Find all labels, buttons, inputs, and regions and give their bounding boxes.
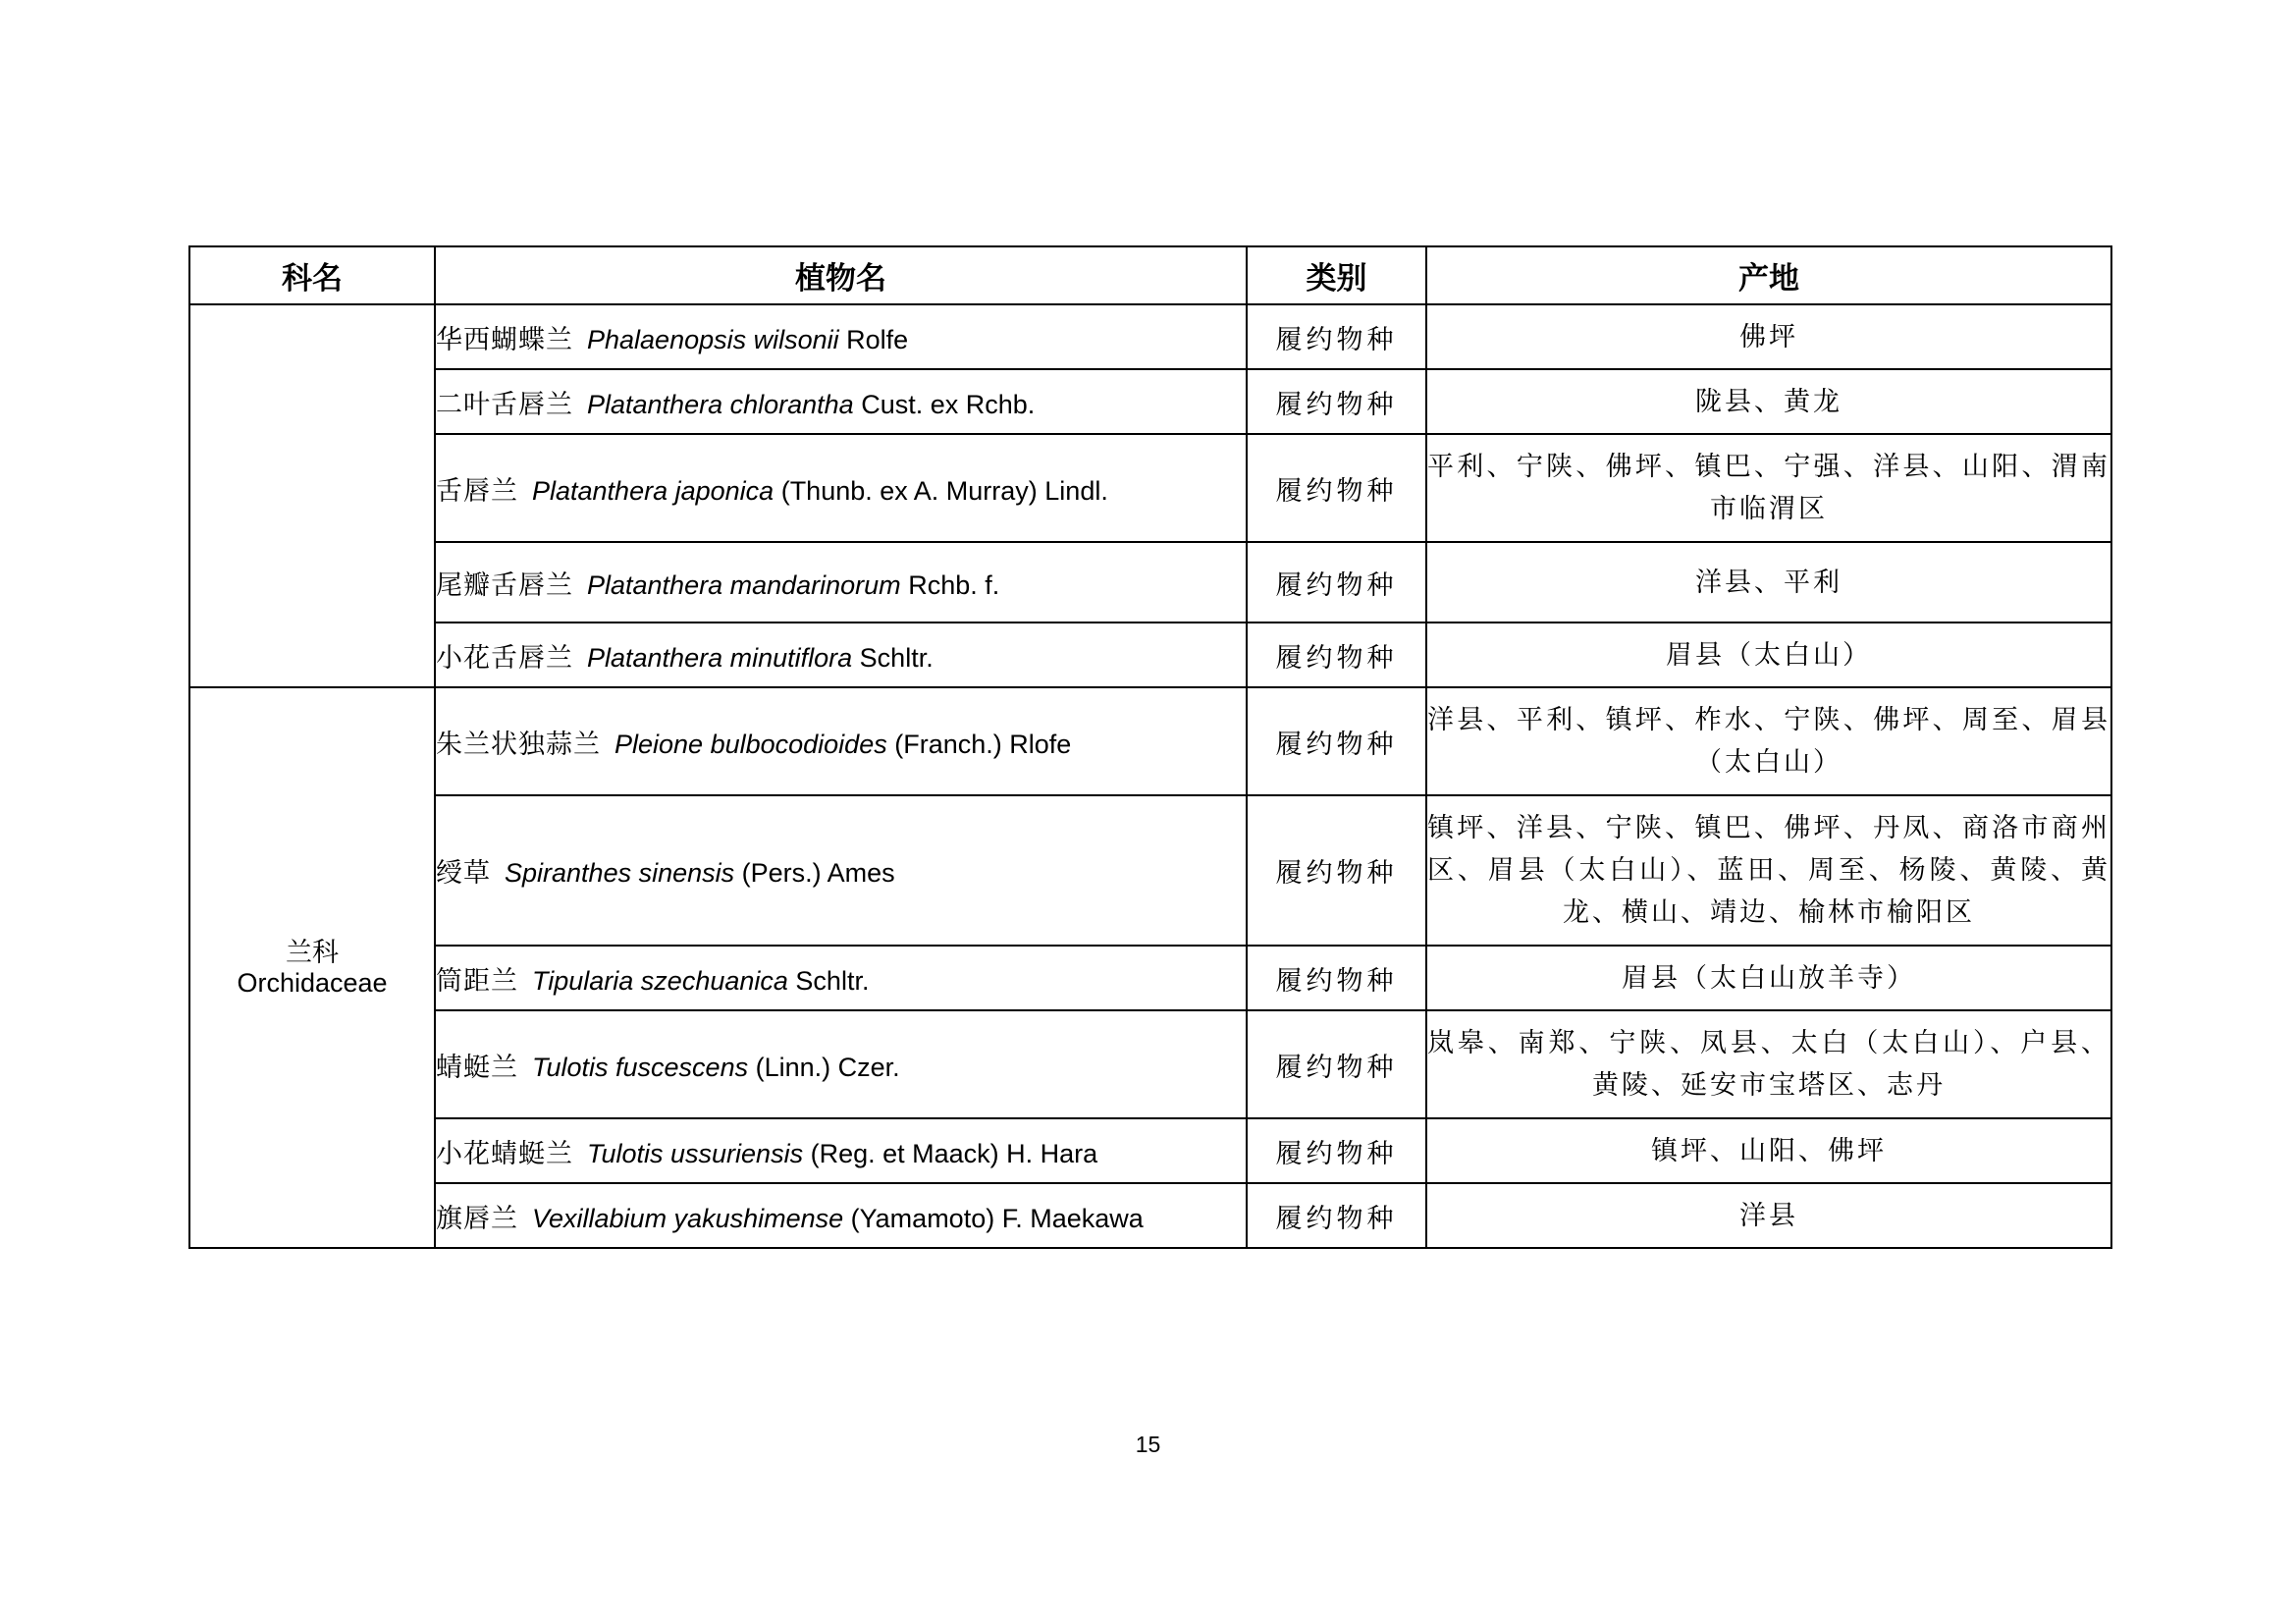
table-row (189, 542, 2111, 623)
plant-scientific-name: Spiranthes sinensis (Pers.) Ames (505, 858, 895, 888)
plant-name-cell (435, 434, 1247, 542)
plant-name-cell (435, 542, 1247, 623)
plant-chinese-name: 小花舌唇兰 (436, 642, 573, 674)
category-cell: 履约物种 (1247, 1118, 1426, 1183)
plant-name-cell (435, 1010, 1247, 1118)
origin-cell: 洋县、平利 (1426, 542, 2111, 623)
origin-cell: 岚皋、南郑、宁陕、凤县、太白（太白山）、户县、黄陵、延安市宝塔区、志丹 (1426, 1010, 2111, 1118)
origin-cell: 镇坪、山阳、佛坪 (1426, 1118, 2111, 1183)
header-origin: 产地 (1426, 246, 2111, 304)
plant-name-cell (435, 795, 1247, 946)
plant-scientific-name: Platanthera japonica (Thunb. ex A. Murray) Lindl. (532, 475, 1108, 506)
plant-name-cell (435, 1118, 1247, 1183)
origin-cell: 洋县 (1426, 1183, 2111, 1248)
origin-cell: 眉县（太白山放羊寺） (1426, 946, 2111, 1010)
plant-scientific-name: Platanthera minutiflora Schltr. (587, 642, 934, 673)
header-family: 科名 (189, 246, 435, 304)
category-cell: 履约物种 (1247, 946, 1426, 1010)
plant-table (188, 245, 2112, 1249)
origin-cell: 眉县（太白山） (1426, 623, 2111, 687)
plant-chinese-name: 朱兰状独蒜兰 (436, 729, 601, 760)
plant-chinese-name: 小花蜻蜓兰 (436, 1138, 573, 1169)
plant-chinese-name: 筒距兰 (436, 965, 518, 997)
plant-scientific-name: Platanthera mandarinorum Rchb. f. (587, 569, 1000, 600)
category-cell: 履约物种 (1247, 1183, 1426, 1248)
origin-cell: 陇县、黄龙 (1426, 369, 2111, 434)
table-row (189, 1118, 2111, 1183)
table-row (189, 369, 2111, 434)
plant-chinese-name: 华西蝴蝶兰 (436, 324, 573, 355)
plant-name-cell (435, 304, 1247, 369)
plant-name-cell (435, 946, 1247, 1010)
category-cell: 履约物种 (1247, 304, 1426, 369)
plant-scientific-name: Pleione bulbocodioides (Franch.) Rlofe (614, 729, 1072, 759)
plant-name-cell (435, 1183, 1247, 1248)
origin-cell: 平利、宁陕、佛坪、镇巴、宁强、洋县、山阳、渭南市临渭区 (1426, 434, 2111, 542)
table-row (189, 434, 2111, 542)
category-cell: 履约物种 (1247, 623, 1426, 687)
category-cell: 履约物种 (1247, 542, 1426, 623)
category-cell: 履约物种 (1247, 1010, 1426, 1118)
plant-name-cell (435, 369, 1247, 434)
family-cell-continued (189, 304, 435, 687)
table-header-row (189, 246, 2111, 304)
category-cell: 履约物种 (1247, 369, 1426, 434)
plant-chinese-name: 舌唇兰 (436, 475, 518, 507)
category-cell: 履约物种 (1247, 795, 1426, 946)
family-chinese-name: 兰科 (286, 937, 339, 968)
plant-chinese-name: 旗唇兰 (436, 1203, 518, 1234)
plant-scientific-name: Tulotis ussuriensis (Reg. et Maack) H. Hara (587, 1138, 1098, 1168)
table-row (189, 795, 2111, 946)
table-row (189, 946, 2111, 1010)
table-row (189, 687, 2111, 795)
table-row (189, 623, 2111, 687)
table-row (189, 1010, 2111, 1118)
category-cell: 履约物种 (1247, 434, 1426, 542)
plant-scientific-name: Phalaenopsis wilsonii Rolfe (587, 324, 909, 354)
plant-scientific-name: Tipularia szechuanica Schltr. (532, 965, 870, 996)
family-scientific-name: Orchidaceae (237, 967, 388, 998)
category-cell: 履约物种 (1247, 687, 1426, 795)
plant-chinese-name: 尾瓣舌唇兰 (436, 569, 573, 601)
table-row (189, 1183, 2111, 1248)
table-row (189, 304, 2111, 369)
family-cell (189, 687, 435, 1248)
page-number: 15 (1135, 1432, 1161, 1457)
plant-chinese-name: 绶草 (436, 858, 491, 889)
origin-cell: 佛坪 (1426, 304, 2111, 369)
plant-scientific-name: Tulotis fuscescens (Linn.) Czer. (532, 1052, 900, 1082)
plant-scientific-name: Vexillabium yakushimense (Yamamoto) F. Maekawa (532, 1203, 1144, 1233)
header-category: 类别 (1247, 246, 1426, 304)
origin-cell: 洋县、平利、镇坪、柞水、宁陕、佛坪、周至、眉县（太白山） (1426, 687, 2111, 795)
origin-cell: 镇坪、洋县、宁陕、镇巴、佛坪、丹凤、商洛市商州区、眉县（太白山）、蓝田、周至、杨陵、黄陵、黄龙、横山、靖边、榆林市榆阳区 (1426, 795, 2111, 946)
plant-chinese-name: 蜻蜓兰 (436, 1052, 518, 1083)
plant-scientific-name: Platanthera chlorantha Cust. ex Rchb. (587, 389, 1036, 419)
plant-name-cell (435, 687, 1247, 795)
header-plant: 植物名 (435, 246, 1247, 304)
plant-name-cell (435, 623, 1247, 687)
plant-chinese-name: 二叶舌唇兰 (436, 389, 573, 420)
